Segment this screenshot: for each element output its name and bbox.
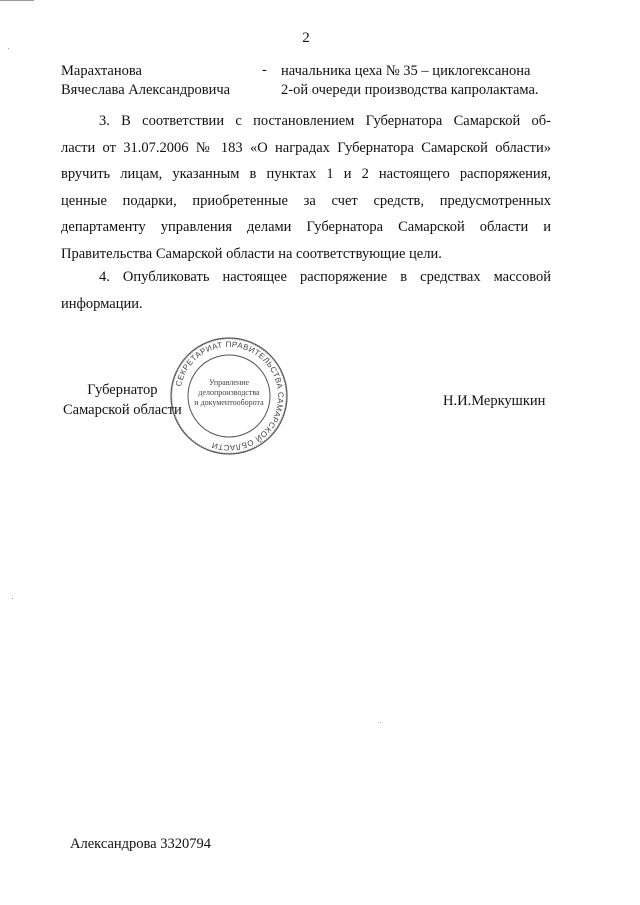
paragraph-line: информации.	[61, 295, 143, 312]
paragraph-line: департаменту управления делами Губернатора Самарской области и	[61, 219, 551, 236]
scan-edge-mark	[0, 0, 34, 1]
scan-speck	[12, 598, 13, 599]
position-line-2: 2-ой очереди производства капролактама.	[281, 82, 539, 98]
award-recipient-position	[281, 62, 539, 100]
entry-dash: -	[262, 62, 267, 78]
stamp-center-line-1: Управление	[208, 378, 250, 387]
signatory-title-line-2: Самарской области	[63, 402, 182, 418]
signatory-title-line-1: Губернатор	[87, 382, 158, 398]
paragraph-line: 4. Опубликовать настоящее распоряжение в средствах массовой	[99, 269, 551, 285]
page-number: 2	[302, 30, 310, 46]
paragraph-line: ценные подарки, приобретенные за счет средств, предусмотренных	[61, 192, 551, 209]
scan-speck	[8, 48, 9, 49]
paragraph-line: 3. В соответствии с постановлением Губернатора Самарской об-	[99, 113, 551, 129]
position-line-1: начальника цеха № 35 – циклогексанона	[281, 63, 531, 79]
paragraph-4	[61, 264, 551, 317]
award-recipient-name	[61, 62, 230, 100]
paragraph-3	[61, 108, 551, 268]
stamp-center-line-3: и документооборота	[194, 398, 264, 407]
paragraph-line: ласти от 31.07.2006 № 183 «О наградах Губернатора Самарской области»	[61, 139, 551, 156]
paragraph-line: вручить лицам, указанным в пунктах 1 и 2 настоящего распоряжения,	[61, 166, 551, 183]
stamp-center-line-2: делопроизводства	[198, 388, 260, 397]
official-stamp	[168, 335, 290, 457]
recipient-surname: Марахтанова	[61, 63, 142, 79]
paragraph-line: Правительства Самарской области на соответствующие цели.	[61, 245, 442, 262]
scan-speck	[380, 722, 381, 723]
recipient-given-names: Вячеслава Александровича	[61, 82, 231, 98]
stamp-ring-text: СЕКРЕТАРИАТ ПРАВИТЕЛЬСТВА САМАРСКОЙ ОБЛАСТИ	[173, 339, 286, 453]
signer-name: Н.И.Меркушкин	[443, 393, 546, 409]
signatory-title	[63, 380, 182, 420]
executor-contact: Александрова 3320794	[70, 836, 211, 852]
